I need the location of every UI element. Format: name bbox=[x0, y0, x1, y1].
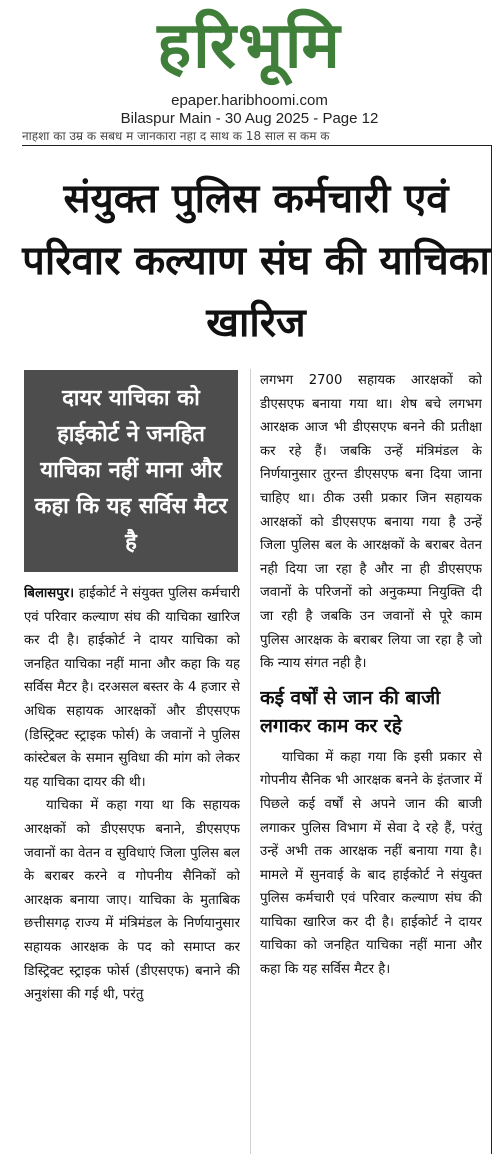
paragraph: याचिका में कहा गया था कि सहायक आरक्षकों को डीएसएफ बनाने, डीएसएफ जवानों का वेतन व सुविधाएं जिला पुलिस बल के बराबर करने व गोपनीय सैनिकों को आरक्षक बनाया जाए। याचिका के मुताबिक छत्तीसगढ़ राज्य में मंत्रिमंडल के निर्णयानुसार सहायक आरक्षक के पद को समाप्त कर डिस्ट्रिक्ट स्ट्राइक फोर्स (डीएसएफ) बनाने की अनुशंसा की गई थी, परंतु bbox=[24, 798, 240, 1003]
epaper-url: epaper.haribhoomi.com bbox=[171, 92, 328, 109]
column-rule bbox=[250, 369, 251, 1154]
article-headline: संयुक्त पुलिस कर्मचारी एवं परिवार कल्याण संघ की याचिका खारिज bbox=[22, 176, 490, 346]
haribhoomi-logo: हरिभूमि bbox=[157, 9, 342, 83]
edition-page-line: Bilaspur Main - 30 Aug 2025 - Page 12 bbox=[120, 110, 379, 127]
article-column-right bbox=[260, 369, 482, 1154]
paragraph bbox=[24, 582, 240, 794]
article-crosshead: कई वर्षों से जान की बाजी लगाकर काम कर रहे bbox=[260, 686, 441, 737]
article-subhead-box bbox=[24, 370, 238, 572]
article-column-left bbox=[24, 582, 240, 1152]
paragraph: याचिका में कहा गया कि इसी प्रकार से गोपनीय सैनिक भी आरक्षक बनने के इंतजार में पिछले कई वर्षों से अपने जान की बाजी लगाकर पुलिस विभाग में सेवा दे रहे हैं, परंतु उन्हें अभी तक आरक्षक नहीं बनाया गया है। मामले में सुनवाई के बाद हाईकोर्ट ने संयुक्त पुलिस कर्मचारी एवं परिवार कल्याण संघ की याचिका खारिज कर दी है। हाईकोर्ट ने दायर याचिका को जनहित याचिका नहीं माना और कहा कि यह सर्विस मैटर है। bbox=[260, 749, 482, 978]
cropped-previous-article-strip: नाहशा का उम्र क सबध म जानकारा नहा द साथ क 18 साल स कम क bbox=[22, 129, 330, 143]
dateline: बिलासपुर। bbox=[24, 586, 75, 601]
top-divider bbox=[22, 145, 492, 146]
article-subhead: दायर याचिका को हाईकोर्ट ने जनहित याचिका नहीं माना और कहा कि यह सर्विस मैटर है bbox=[34, 386, 228, 555]
paragraph-text: हाईकोर्ट ने संयुक्त पुलिस कर्मचारी एवं परिवार कल्याण संघ की याचिका खारिज कर दी है। हाईकोर्ट ने दायर याचिका को जनहित याचिका नहीं माना और कहा कि यह सर्विस मैटर है। दरअसल बस्तर के 4 हजार से अधिक सहायक आरक्षकों और डीएसएफ (डिस्ट्रिक्ट स्ट्राइक फोर्स) के जवानों ने पुलिस कांस्टेबल के समान सुविधा की मांग को लेकर यह याचिका दायर की थी। bbox=[24, 586, 240, 790]
right-edge-rule bbox=[491, 146, 492, 1154]
paragraph: लगभग 2700 सहायक आरक्षकों को डीएसएफ बनाया गया था। शेष बचे लगभग आरक्षक आज भी डीएसएफ बनने की प्रतीक्षा कर रहे हैं। जबकि उन्हें मंत्रिमंडल के निर्णयानुसार तुरन्त डीएसएफ बना दिया जाना चाहिए था। ठीक उसी प्रकार जिन सहायक आरक्षकों को डीएसएफ बनाया गया है उन्हें जिला पुलिस बल के आरक्षकों के बराबर वेतन नही दिया जा रहा है और ना ही डीएसएफ जवानों के परिजनों को अनुकम्पा नियुक्ति दी जा रही है जबकि उन जवानों से पूरे काम पुलिस आरक्षक के बराबर लिया जा रहा है जो कि न्याय संगत नही है। bbox=[260, 373, 482, 672]
